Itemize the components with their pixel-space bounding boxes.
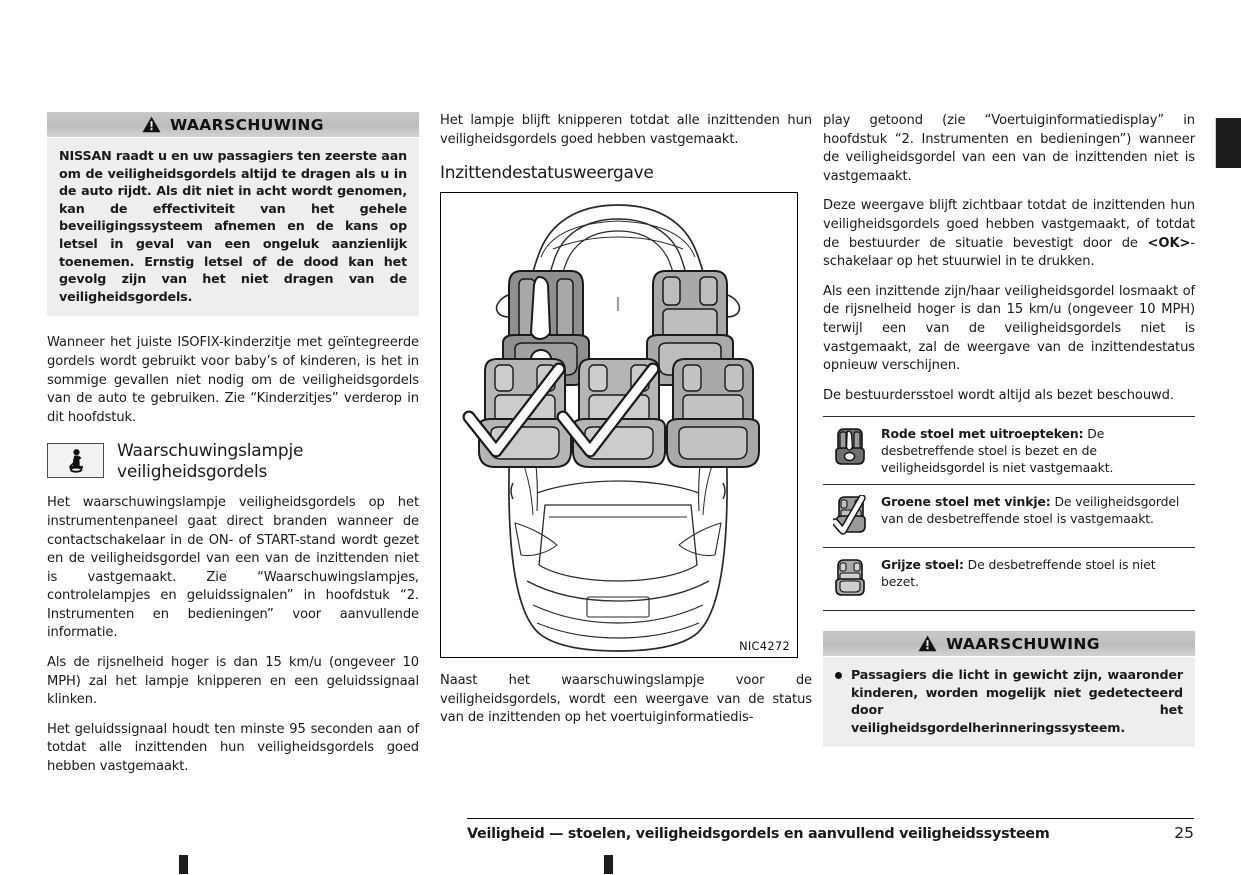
footer-chapter-title: Veiligheid — stoelen, veiligheidsgordels en aanvullend veiligheidssysteem (467, 826, 1050, 842)
red-seat-exclamation-icon (830, 425, 870, 467)
seat-status-legend (823, 416, 1195, 611)
car-top-view-illustration (441, 193, 795, 655)
warning-text: NISSAN raadt u en uw passagiers ten zeerste aan om de veiligheidsgordels altijd te dragen als u in de auto rijdt. Als dit niet in acht wordt genomen, kan de effectiviteit van het gehele beveiligingssysteem afnemen en de kans op letsel in geval van een ongeluk aanzienlijk toenemen. Ernstig letsel of de dood kan het gevolg zijn van het niet dragen van de veiligheidsgordels. (59, 148, 407, 304)
legend-desc-green-seat: De veiligheidsgordel van de desbetreffende stoel is vastgemaakt. (881, 494, 1180, 526)
warning-box-header-2 (823, 631, 1195, 657)
left-column (47, 112, 419, 777)
warning-triangle-icon (142, 116, 161, 133)
warning-title-2: WAARSCHUWING (946, 634, 1100, 653)
legend-label-green-seat: Groene stoel met vinkje: (881, 494, 1051, 510)
warning-box-seatbelts (47, 112, 419, 316)
paragraph-display-persist-part2: -schakelaar op het stuurwiel in te drukken. (823, 235, 1195, 270)
grey-seat-icon (830, 556, 870, 598)
legend-row-red-seat (823, 417, 1195, 485)
warning-box-header (47, 112, 419, 138)
paragraph-display-reappear: Als een inzittende zijn/haar veiligheidsgordel losmaakt of de rijsnelheid hoger is dan 15 km/u (ongeveer 10 MPH) terwijl een van de veiligheidsgordels niet is vastgemaakt, zal de weergave van de inzittendestatus opnieuw verschijnen. (823, 283, 1195, 374)
seat-rear-right (667, 359, 759, 467)
figure-caption: NIC4272 (739, 639, 790, 654)
legend-desc-red-seat: De desbetreffende stoel is bezet en de veiligheidsgordel is niet vastgemaakt. (881, 426, 1114, 475)
red-seat-exclamation-glyph (834, 427, 866, 467)
paragraph-lamp-blink: Het lampje blijft knipperen totdat alle inzittenden hun veiligheidsgordels goed hebben vastgemaakt. (440, 113, 812, 147)
legend-label-red-seat: Rode stoel met uitroepteken: (881, 426, 1084, 442)
vehicle-top-view-occupant-status-diagram (440, 192, 798, 658)
subheading-seatbelt-warning-lamp (47, 441, 419, 483)
grey-seat-glyph (834, 558, 866, 598)
warning-title: WAARSCHUWING (170, 115, 324, 134)
section-heading-occupant-status: Inzittendestatusweergave (440, 163, 654, 184)
paragraph-occupant-display-intro: Naast het waarschuwingslampje voor de veiligheidsgordels, wordt een weergave van de status van de inzittenden op het voertuiginformatiedis- (440, 673, 812, 726)
paragraph-warning-lamp: Het waarschuwingslampje veiligheidsgordels op het instrumentenpaneel gaat direct branden wanneer de contactschakelaar in de ON- of START-stand wordt gezet en de veiligheidsgordel van een van de inzittenden niet is vastgemaakt. Zie “Waarschuwingslampjes, controlelampjes en geluidssignalen” in hoofdstuk “2. Instrumenten en bedieningen” voor aanvullende informatie. (47, 495, 419, 641)
right-column (823, 112, 1195, 765)
bullet-icon (835, 672, 842, 679)
seatbelt-warning-lamp-icon (47, 443, 104, 478)
paragraph-chime-duration: Het geluidssignaal houdt ten minste 95 seconden aan of totdat alle inzittenden hun veiligheidsgordels goed hebben vastgemaakt. (47, 721, 419, 775)
paragraph-display-persist-part1: Deze weergave blijft zichtbaar totdat de inzittenden hun veiligheidsgordels goed hebben vastgemaakt, of totdat de bestuurder de situatie bevestigt door de (823, 198, 1195, 251)
green-seat-check-glyph (833, 495, 867, 535)
seat-rear-center (563, 359, 665, 467)
crop-mark-left (179, 855, 188, 874)
warning-box-body-2 (823, 657, 1195, 747)
warning-box-light-passengers (823, 631, 1195, 747)
subheading-title: Waarschuwingslampje veiligheidsgordels (117, 441, 304, 483)
seated-person-seatbelt-glyph (61, 448, 91, 473)
legend-row-green-seat (823, 485, 1195, 548)
page-number: 25 (1174, 824, 1194, 842)
warning-triangle-icon (918, 635, 937, 652)
legend-text-grey-seat (881, 556, 1195, 590)
legend-label-grey-seat: Grijze stoel: (881, 557, 964, 573)
paragraph-driver-seat: De bestuurdersstoel wordt altijd als bezet beschouwd. (823, 387, 1174, 403)
paragraph-display-persist (823, 197, 1195, 271)
legend-text-red-seat (881, 425, 1195, 476)
middle-column (440, 112, 812, 728)
warning-bullet-text: Passagiers die licht in gewicht zijn, waaronder kinderen, worden mogelijk niet gedetecteerd door het veiligheidsgordelherinneringssysteem. (851, 667, 1183, 735)
crop-mark-center (604, 855, 613, 874)
paragraph-speed-chime: Als de rijsnelheid hoger is dan 15 km/u (ongeveer 10 MPH) zal het lampje knipperen en een geluidssignaal klinken. (47, 655, 419, 708)
paragraph-isofix: Wanneer het juiste ISOFIX-kinderzitje met geïntegreerde gordels wordt gebruikt voor baby’s of kinderen, is het in sommige gevallen niet nodig om de veiligheidsgordels van de auto te gebruiken. Zie “Kinderzitjes” verderop in dit hoofdstuk. (47, 335, 419, 425)
legend-row-grey-seat (823, 548, 1195, 611)
page-footer (0, 818, 1241, 852)
seat-rear-left (469, 359, 571, 467)
legend-text-green-seat (881, 493, 1195, 527)
paragraph-display-ref: play getoond (zie “Voertuiginformatiedisplay” in hoofdstuk “2. Instrumenten en bedieningen”) wanneer de veiligheidsgordel van een van de inzittenden niet is vastgemaakt. (823, 113, 1195, 184)
green-seat-check-icon (830, 493, 870, 535)
warning-box-body (47, 138, 419, 316)
chapter-tab-marker (1216, 118, 1241, 168)
footer-divider (467, 818, 1194, 819)
ok-switch-emphasis: <OK> (1147, 235, 1191, 251)
legend-desc-grey-seat: De desbetreffende stoel is niet bezet. (881, 557, 1156, 589)
